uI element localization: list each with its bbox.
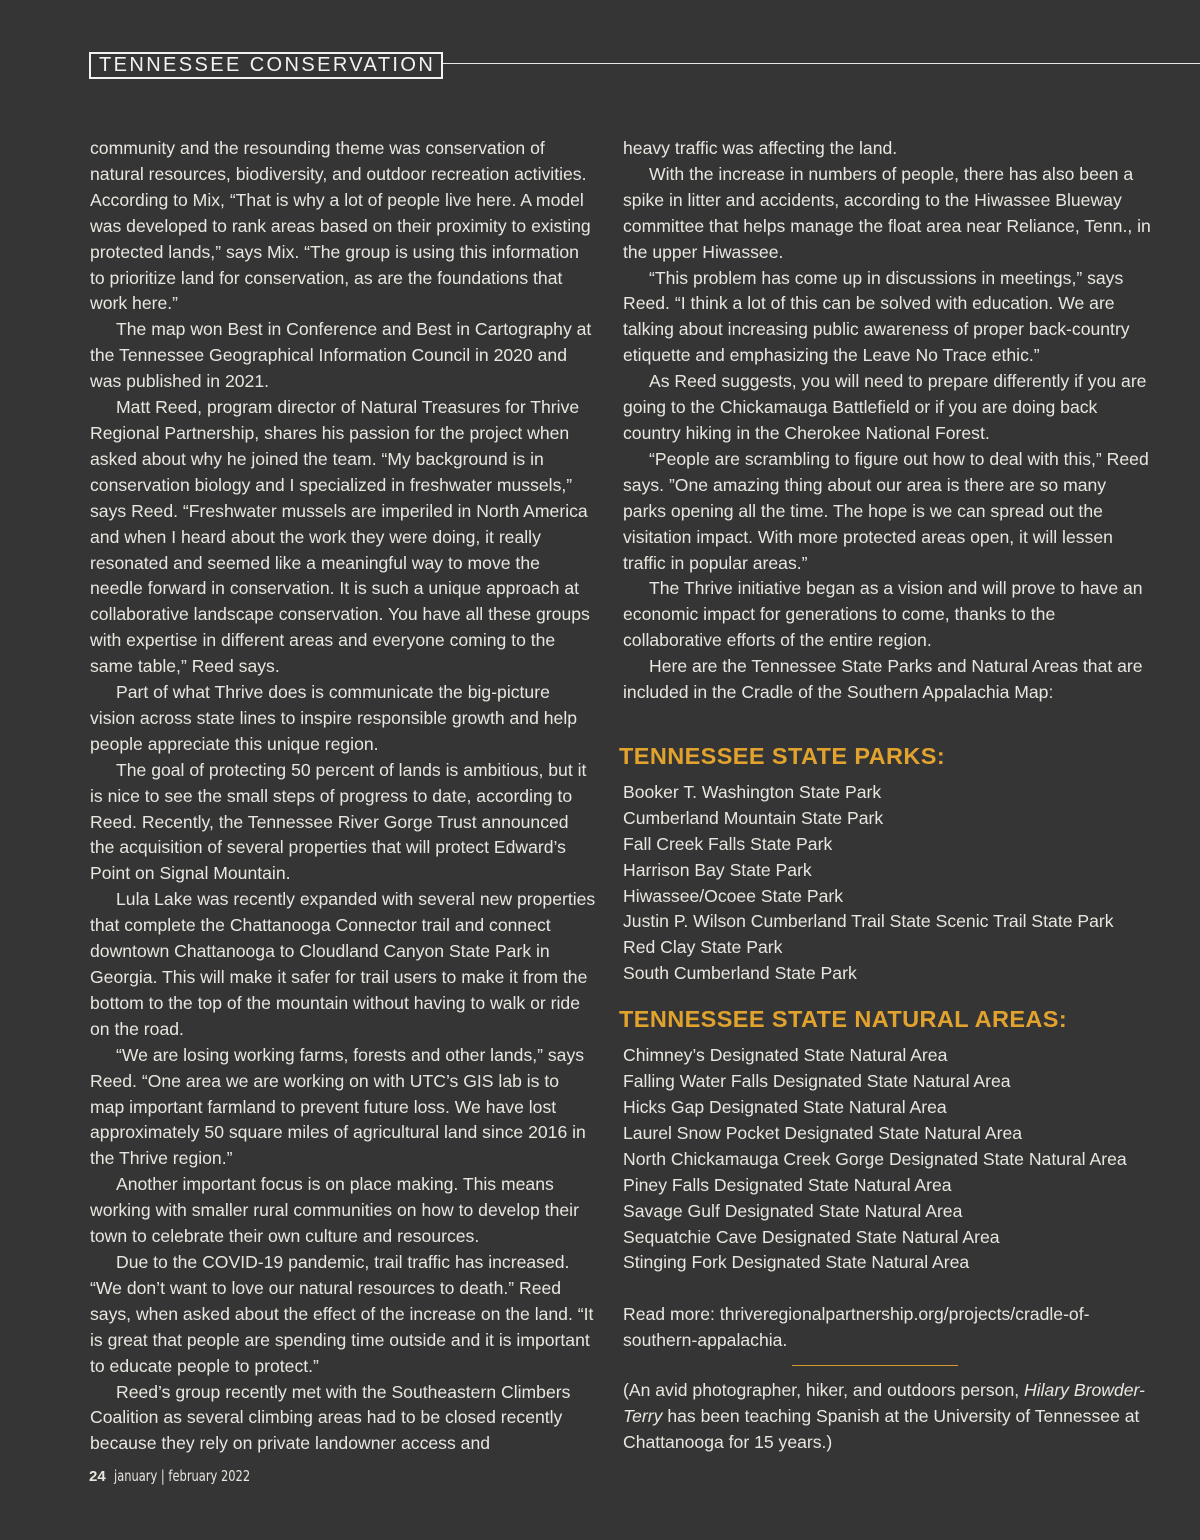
article-right-column xyxy=(619,136,1153,1456)
paragraph: Here are the Tennessee State Parks and Natural Areas that are included in the Cradle of the Southern Appalachia Map: xyxy=(623,656,1143,703)
bio-prefix: (An avid photographer, hiker, and outdoors person, xyxy=(623,1380,1025,1401)
list-item: Chimney’s Designated State Natural Area xyxy=(623,1045,948,1066)
page-number: 24 xyxy=(89,1468,106,1485)
author-name: Hilary Browder-Terry xyxy=(623,1380,1145,1427)
list-item: Piney Falls Designated State Natural Area xyxy=(623,1174,952,1195)
natural-areas-list xyxy=(623,1043,1153,1276)
author-bio xyxy=(623,1378,1153,1456)
list-item: Cumberland Mountain State Park xyxy=(623,807,884,828)
list-item: Harrison Bay State Park xyxy=(623,859,812,880)
paragraph: “We are losing working farms, forests and other lands,” says Reed. “One area we are working on with UTC’s GIS lab is to map important farmland to prevent future loss. We have lost approximately 50 square miles of agricultural land since 2016 in the Thrive region.” xyxy=(90,1044,586,1169)
list-item: Stinging Fork Designated State Natural Area xyxy=(623,1252,970,1273)
paragraph: Due to the COVID-19 pandemic, trail traffic has increased. “We don’t want to love our natural resources to death.” Reed says, when asked about the effect of the increase on the land. “It is great that people are spending time outside and it is important to educate people to protect.” xyxy=(90,1251,594,1376)
list-item: Justin P. Wilson Cumberland Trail State Scenic Trail State Park xyxy=(623,911,1114,932)
bio-suffix: has been teaching Spanish at the University of Tennessee at Chattanooga for 15 years.) xyxy=(623,1406,1140,1452)
page-footer xyxy=(89,1467,274,1485)
article-left-column xyxy=(90,136,596,1457)
list-item: Hiwassee/Ocoee State Park xyxy=(623,885,844,906)
list-item: Booker T. Washington State Park xyxy=(623,781,882,802)
issue-date: january | february 2022 xyxy=(113,1467,251,1485)
paragraph: community and the resounding theme was conservation of natural resources, biodiversity, and outdoor recreation activities. According to Mix, “That is why a lot of people live here. A model was developed to rank areas based on their proximity to existing protected lands,” says Mix. “The group is using this information to prioritize land for conservation, as are the foundations that work here.” xyxy=(90,138,591,314)
header-rule xyxy=(443,63,1200,64)
list-item: Savage Gulf Designated State Natural Area xyxy=(623,1200,963,1221)
list-item: Hicks Gap Designated State Natural Area xyxy=(623,1097,947,1117)
section-title xyxy=(89,52,443,79)
list-item: Falling Water Falls Designated State Natural Area xyxy=(623,1071,1011,1092)
divider xyxy=(792,1365,958,1366)
list-item: South Cumberland State Park xyxy=(623,963,857,984)
list-item: Red Clay State Park xyxy=(623,937,783,958)
list-item: Laurel Snow Pocket Designated State Natural Area xyxy=(623,1122,1023,1143)
paragraph: Another important focus is on place making. This means working with smaller rural communities on how to develop their town to celebrate their own culture and resources. xyxy=(90,1174,579,1247)
natural-areas-heading: TENNESSEE STATE NATURAL AREAS: xyxy=(619,1006,1068,1033)
paragraph: Reed’s group recently met with the Southeastern Climbers Coalition as several climbing areas had to be closed recently because they rely on private landowner access and xyxy=(90,1381,571,1454)
list-item: North Chickamauga Creek Gorge Designated State Natural Area xyxy=(623,1148,1127,1169)
read-more-link[interactable]: Read more: thriveregionalpartnership.org/projects/cradle-of-southern-appalachia. xyxy=(623,1304,1090,1351)
parks-heading: TENNESSEE STATE PARKS: xyxy=(619,742,946,769)
paragraph: “This problem has come up in discussions in meetings,” says Reed. “I think a lot of this can be solved with education. We are talking about increasing public awareness of proper back-country etiquette and emphasizing the Leave No Trace ethic.” xyxy=(623,267,1130,366)
paragraph: heavy traffic was affecting the land. xyxy=(623,138,898,158)
paragraph: As Reed suggests, you will need to prepare differently if you are going to the Chickamauga Battlefield or if you are doing back country hiking in the Cherokee National Forest. xyxy=(623,371,1147,443)
section-title-text: TENNESSEE CONSERVATION xyxy=(99,54,436,76)
paragraph: The goal of protecting 50 percent of lands is ambitious, but it is nice to see the small steps of progress to date, according to Reed. Recently, the Tennessee River Gorge Trust announced the acquisition of several properties that will protect Edward’s Point on Signal Mountain. xyxy=(90,759,587,884)
paragraph: “People are scrambling to figure out how to deal with this,” Reed says. ”One amazing thing about our area is there are so many parks opening all the time. The hope is we can spread out the visitation impact. With more protected areas open, it will lessen traffic in popular areas.” xyxy=(623,448,1149,573)
paragraph: Lula Lake was recently expanded with several new properties that complete the Chattanooga Connector trail and connect downtown Chattanooga to Cloudland Canyon State Park in Georgia. This will make it safer for trail users to make it from the bottom to the top of the mountain without having to walk or ride on the road. xyxy=(90,889,596,1039)
paragraph: With the increase in numbers of people, there has also been a spike in litter and accidents, according to the Hiwassee Blueway committee that helps manage the float area near Reliance, Tenn., in the upper Hiwassee. xyxy=(623,163,1151,262)
paragraph: The map won Best in Conference and Best in Cartography at the Tennessee Geographical Information Council in 2020 and was published in 2021. xyxy=(90,319,592,392)
list-item: Sequatchie Cave Designated State Natural Area xyxy=(623,1226,1000,1247)
list-item: Fall Creek Falls State Park xyxy=(623,833,833,854)
paragraph: The Thrive initiative began as a vision and will prove to have an economic impact for generations to come, thanks to the collaborative efforts of the entire region. xyxy=(623,578,1143,651)
paragraph: Part of what Thrive does is communicate the big-picture vision across state lines to inspire responsible growth and help people appreciate this unique region. xyxy=(90,682,578,754)
parks-list xyxy=(623,780,1153,987)
paragraph: Matt Reed, program director of Natural Treasures for Thrive Regional Partnership, shares his passion for the project when asked about why he joined the team. “My background is in conservation biology and I specialized in freshwater mussels,” says Reed. “Freshwater mussels are imperiled in North America and when I heard about the work they were doing, it really resonated and seemed like a meaningful way to move the needle forward in conservation. It is such a unique approach at collaborative landscape conservation. You have all these groups with expertise in different areas and everyone coming to the same table,” Reed says. xyxy=(90,397,590,677)
